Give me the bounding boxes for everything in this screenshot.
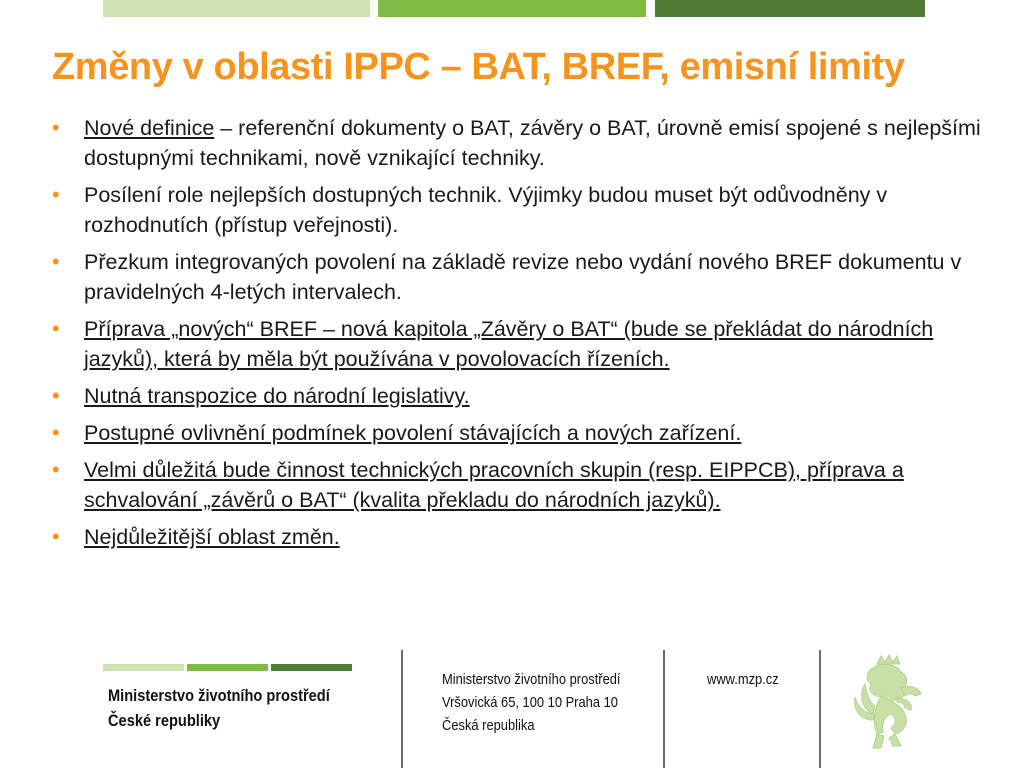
bullet-item	[52, 455, 1012, 515]
bullet-item	[52, 113, 1012, 173]
bullet-dot: •	[52, 115, 60, 140]
footer-addr-line2: Vršovická 65, 100 10 Praha 10	[442, 694, 618, 711]
czech-lion-emblem-icon	[851, 654, 933, 754]
bullet-item	[52, 522, 1012, 552]
footer-org-line2: České republiky	[108, 711, 221, 730]
footer-address	[442, 668, 621, 737]
footer-divider	[663, 650, 665, 768]
bullet-item	[52, 247, 1012, 307]
bullet-dot: •	[52, 524, 60, 549]
top-bar-dark	[655, 0, 925, 17]
bullet-list	[52, 113, 1012, 559]
footer-addr-line3: Česká republika	[442, 717, 535, 734]
bullet-dot: •	[52, 249, 60, 274]
bullet-item-text: Přezkum integrovaných povolení na základě revize nebo vydání nového BREF dokumentu v pravidelných 4-letých intervalech.	[84, 250, 962, 304]
bullet-item	[52, 418, 1012, 448]
website-text[interactable]: www.mzp.cz	[707, 671, 779, 688]
footer-bar-dark	[271, 664, 352, 671]
footer-divider	[819, 650, 821, 768]
bullet-item-text: Posílení role nejlepších dostupných technik. Výjimky budou muset být odůvodněny v rozhodnutích (přístup veřejnosti).	[84, 183, 888, 237]
bullet-dot: •	[52, 457, 60, 482]
footer-addr-line1: Ministerstvo životního prostředí	[442, 671, 621, 688]
bullet-item-head: Velmi důležitá bude činnost technických pracovních skupin (resp. EIPPCB), příprava a schvalování „závěrů o BAT“ (kvalita překladu do národních jazyků).	[84, 458, 904, 512]
footer-org-line1: Ministerstvo životního prostředí	[108, 686, 330, 705]
footer-bar-light	[103, 664, 184, 671]
bullet-item-head: Postupné ovlivnění podmínek povolení stávajících a nových zařízení.	[84, 421, 742, 445]
footer-website-link[interactable]	[707, 668, 779, 691]
bullet-dot: •	[52, 316, 60, 341]
bullet-item-head: Příprava „nových“ BREF – nová kapitola „Závěry o BAT“ (bude se překládat do národních jazyků), která by měla být používána v povolovacích řízeních.	[84, 317, 934, 371]
top-bar-light	[103, 0, 370, 17]
footer-organization	[108, 683, 330, 733]
bullet-dot: •	[52, 420, 60, 445]
footer-divider	[401, 650, 403, 768]
bullet-item-head: Nutná transpozice do národní legislativy.	[84, 384, 470, 408]
top-bar-mid	[378, 0, 646, 17]
bullet-item	[52, 314, 1012, 374]
bullet-item-text: – referenční dokumenty o BAT, závěry o BAT, úrovně emisí spojené s nejlepšími dostupnými technikami, nově vznikající techniky.	[84, 116, 981, 170]
bullet-dot: •	[52, 383, 60, 408]
bullet-item-head: Nejdůležitější oblast změn.	[84, 525, 340, 549]
slide-title: Změny v oblasti IPPC – BAT, BREF, emisní limity	[52, 46, 905, 88]
bullet-item-head: Nové definice	[84, 116, 215, 140]
bullet-dot: •	[52, 182, 60, 207]
footer-bar-mid	[187, 664, 268, 671]
bullet-item	[52, 381, 1012, 411]
bullet-item	[52, 180, 1012, 240]
